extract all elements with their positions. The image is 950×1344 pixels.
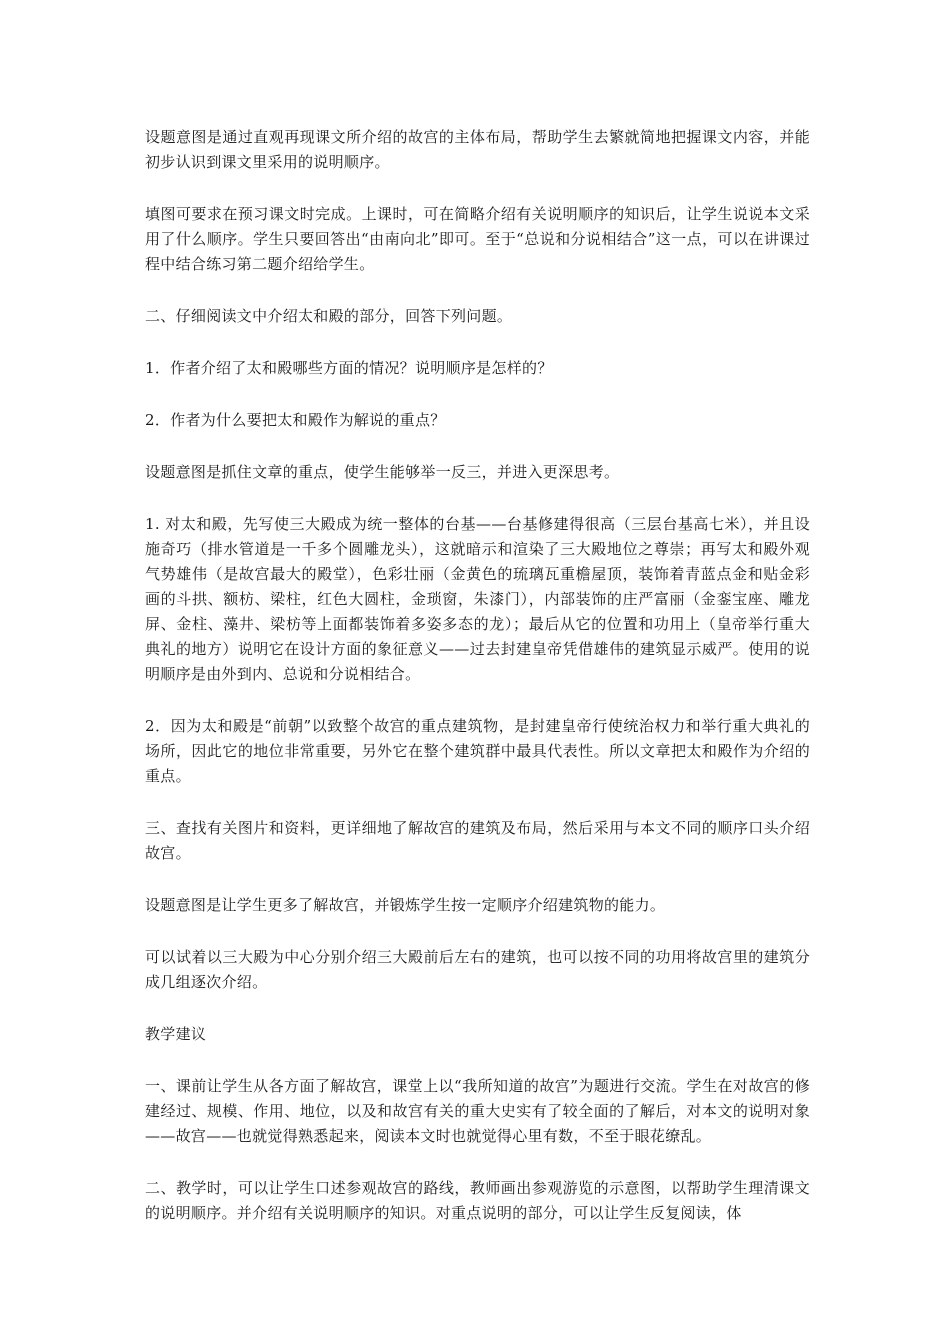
answer-three: 可以试着以三大殿为中心分别介绍三大殿前后左右的建筑，也可以按不同的功用将故宫里的建筑分成几组逐次介绍。 <box>145 948 810 991</box>
suggestion-one: 一、课前让学生从各方面了解故宫，课堂上以“我所知道的故宫”为题进行交流。学生在对故宫的修建经过、规模、作用、地位，以及和故宫有关的重大史实有了较全面的了解后，对本文的说明对象——故宫——也就觉得熟悉起来，阅读本文时也就觉得心里有数，不至于眼花缭乱。 <box>145 1077 810 1145</box>
document-page <box>145 125 810 1253</box>
question-two-heading: 二、仔细阅读文中介绍太和殿的部分，回答下列问题。 <box>145 307 513 325</box>
paragraph-design-intent-2: 设题意图是抓住文章的重点，使学生能够举一反三，并进入更深思考。 <box>145 463 620 481</box>
suggestion-two: 二、教学时，可以让学生口述参观故宫的路线，教师画出参观游览的示意图，以帮助学生理清课文的说明顺序。并介绍有关说明顺序的知识。对重点说明的部分，可以让学生反复阅读，体 <box>145 1179 810 1222</box>
paragraph-design-intent-1: 设题意图是通过直观再现课文所介绍的故宫的主体布局，帮助学生去繁就简地把握课文内容，并能初步认识到课文里采用的说明顺序。 <box>145 128 810 171</box>
answer-two-item-1: 1. 对太和殿，先写使三大殿成为统一整体的台基——台基修建得很高（三层台基高七米），并且设施奇巧（排水管道是一千多个圆雕龙头），这就暗示和渲染了三大殿地位之尊崇；再写太和殿外观气势雄伟（是故宫最大的殿堂），色彩壮丽（金黄色的琉璃瓦重檐屋顶，装饰着青蓝点金和贴金彩画的斗拱、额枋、梁柱，红色大圆柱，金琐窗，朱漆门），内部装饰的庄严富丽（金銮宝座、雕龙屏、金柱、藻井、梁枋等上面都装饰着多姿多态的龙）；最后从它的位置和功用上（皇帝举行重大典礼的地方）说明它在设计方面的象征意义——过去封建皇帝凭借雄伟的建筑显示威严。使用的说明顺序是由外到内、总说和分说相结合。 <box>145 515 810 683</box>
question-three-heading: 三、查找有关图片和资料，更详细地了解故宫的建筑及布局，然后采用与本文不同的顺序口头介绍故宫。 <box>145 819 810 862</box>
question-two-item-1: 1．作者介绍了太和殿哪些方面的情况？说明顺序是怎样的？ <box>145 359 553 377</box>
paragraph-design-intent-3: 设题意图是让学生更多了解故宫，并锻炼学生按一定顺序介绍建筑物的能力。 <box>145 896 666 914</box>
question-two-item-2: 2．作者为什么要把太和殿作为解说的重点？ <box>145 411 446 429</box>
section-heading-teaching-suggestions: 教学建议 <box>145 1025 207 1043</box>
paragraph-fill-chart: 填图可要求在预习课文时完成。上课时，可在简略介绍有关说明顺序的知识后，让学生说说本文采用了什么顺序。学生只要回答出“由南向北”即可。至于“总说和分说相结合”这一点，可以在讲课过程中结合练习第二题介绍给学生。 <box>145 205 810 273</box>
answer-two-item-2: 2．因为太和殿是“前朝”以致整个故宫的重点建筑物，是封建皇帝行使统治权力和举行重大典礼的场所，因此它的地位非常重要，另外它在整个建筑群中最具代表性。所以文章把太和殿作为介绍的重点。 <box>145 717 810 785</box>
